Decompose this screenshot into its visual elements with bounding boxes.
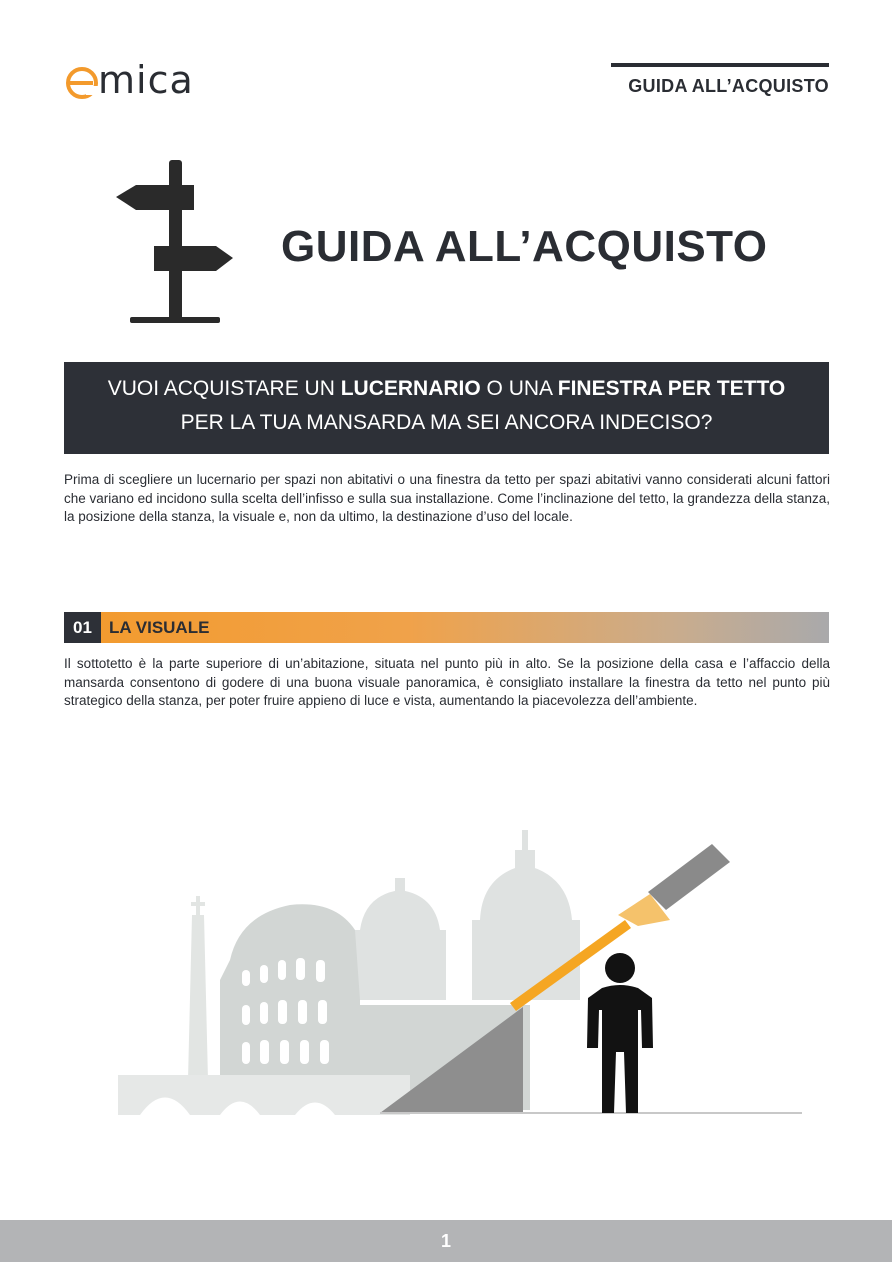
banner-highlight-lucernario: LUCERNARIO	[340, 377, 481, 400]
emica-logo	[64, 58, 209, 102]
section-heading	[64, 612, 829, 643]
banner-line-1	[64, 362, 829, 406]
obelisk	[188, 896, 208, 1080]
header-title: GUIDA ALL’ACQUISTO	[628, 76, 829, 96]
intro-paragraph: Prima di scegliere un lucernario per spazi non abitativi o una finestra da tetto per spazi abitativi vanno considerati alcuni fattori che variano ed incidono sulla scelta dell’infisso e sulla sua installazione. Come l’inclinazione del tetto, la grandezza della stanza, la posizione della stanza, la visuale e, non da ultimo, la destinazione d’uso del locale.	[64, 472, 830, 524]
banner-text-1: VUOI ACQUISTARE UN	[107, 377, 341, 400]
signpost-icon	[110, 155, 240, 330]
banner-line-2: PER LA TUA MANSARDA MA SEI ANCORA INDECISO?	[180, 411, 713, 434]
banner-text-2: O UNA	[480, 377, 558, 400]
question-banner	[64, 362, 829, 454]
section-paragraph: Il sottotetto è la parte superiore di un’abitazione, situata nel punto più in alto. Se la posizione della casa e l’affaccio della mansarda consentono di godere di una buona visuale panoramica, è consigliato installare la finestra da tetto nel punto più strategico della stanza, per poter fruire appieno di luce e vista, aumentando la piacevolezza dell’ambiente.	[64, 656, 830, 708]
page-title: GUIDA ALL’ACQUISTO	[281, 222, 768, 271]
section-number: 01	[64, 612, 101, 643]
person-icon	[587, 953, 653, 1113]
roof-window-sash	[648, 844, 730, 910]
floor-line	[380, 1112, 802, 1114]
rome-skyline-attic-illustration	[110, 820, 810, 1125]
banner-highlight-finestra: FINESTRA PER TETTO	[557, 377, 786, 400]
page-number: 1	[440, 1231, 451, 1251]
emica-e-logo-icon	[64, 64, 100, 100]
page-footer	[0, 1220, 892, 1262]
header-label	[611, 63, 829, 97]
logo-text: mica	[98, 58, 194, 102]
skyline-background	[354, 830, 580, 1000]
section-title: LA VISUALE	[109, 618, 210, 637]
